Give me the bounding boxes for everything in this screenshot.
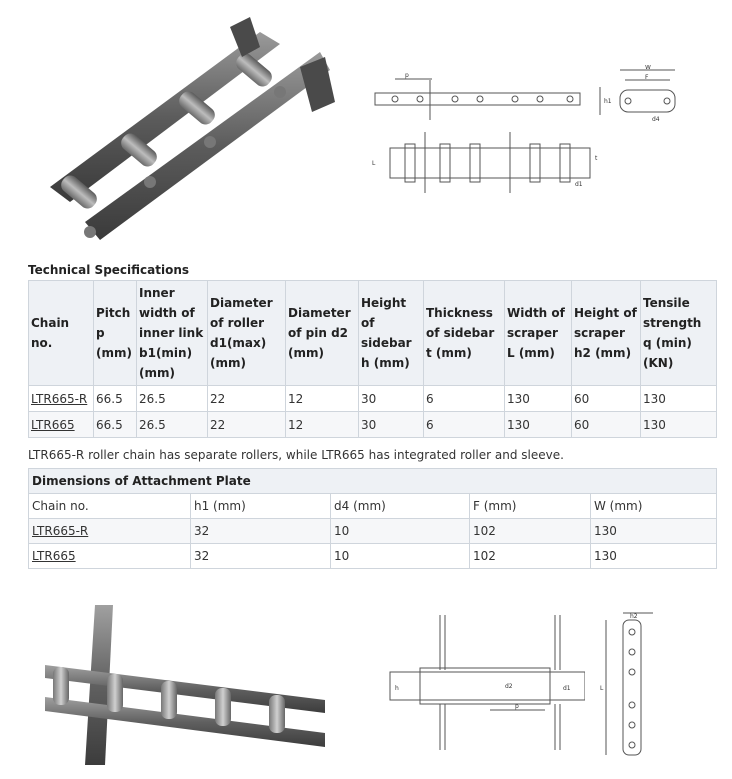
chain-link-ltr665[interactable]: LTR665 <box>31 417 75 432</box>
chain-link-ltr665-r[interactable]: LTR665-R <box>32 524 89 538</box>
spec-col-chain-no: Chain no. <box>29 281 94 386</box>
spec-col-sidebar-height: Height of sidebar h (mm) <box>359 281 424 386</box>
spec-col-tensile: Tensile strength q (min) (KN) <box>641 281 717 386</box>
spec-cell: 60 <box>572 386 641 412</box>
spec-cell: 22 <box>208 412 286 438</box>
label-t: t <box>595 155 598 162</box>
spec-col-roller-diameter: Diameter of roller d1(max) (mm) <box>208 281 286 386</box>
label-h2: h2 <box>630 613 638 620</box>
label-l: L <box>372 160 376 167</box>
label-d1: d1 <box>575 181 583 188</box>
spec-cell: 66.5 <box>94 412 137 438</box>
chain-photo-bottom <box>35 605 335 765</box>
label-l-bottom: L <box>600 685 604 692</box>
diagram-plan-view <box>370 130 610 195</box>
label-f: F <box>645 74 649 81</box>
diagram-side-view <box>370 65 585 120</box>
spec-cell: 26.5 <box>137 386 208 412</box>
attach-cell: 130 <box>591 544 717 569</box>
diagram-end-view <box>590 65 710 125</box>
spec-cell: 26.5 <box>137 412 208 438</box>
diagram-attachment-side <box>598 610 658 760</box>
label-p-bottom: p <box>515 703 519 710</box>
label-d1-bottom: d1 <box>563 685 571 692</box>
roller-note: LTR665-R roller chain has separate rollers, while LTR665 has integrated roller and sleeve. <box>28 448 564 462</box>
table-row <box>29 412 717 438</box>
table-row <box>29 544 717 569</box>
label-h: h <box>395 685 399 692</box>
attachment-table <box>28 468 717 569</box>
chain-link-ltr665-r[interactable]: LTR665-R <box>31 391 88 406</box>
attach-col-f: F (mm) <box>470 494 591 519</box>
chain-link-ltr665[interactable]: LTR665 <box>32 549 76 563</box>
spec-cell: 130 <box>641 412 717 438</box>
spec-col-sidebar-thickness: Thickness of sidebar t (mm) <box>424 281 505 386</box>
attach-cell: 130 <box>591 519 717 544</box>
chain-photo-top <box>30 12 350 257</box>
attach-cell: 102 <box>470 544 591 569</box>
attachment-title: Dimensions of Attachment Plate <box>29 469 717 494</box>
attach-cell-chain-no <box>29 519 191 544</box>
attach-cell: 32 <box>191 544 331 569</box>
spec-cell-chain-no <box>29 386 94 412</box>
spec-cell: 130 <box>641 386 717 412</box>
spec-col-pin-diameter: Diameter of pin d2 (mm) <box>286 281 359 386</box>
attach-col-h1: h1 (mm) <box>191 494 331 519</box>
attach-col-w: W (mm) <box>591 494 717 519</box>
attach-col-chain-no: Chain no. <box>29 494 191 519</box>
spec-col-scraper-width: Width of scraper L (mm) <box>505 281 572 386</box>
spec-cell-chain-no <box>29 412 94 438</box>
label-h1: h1 <box>604 98 612 105</box>
spec-col-pitch: Pitch p (mm) <box>94 281 137 386</box>
spec-col-scraper-height: Height of scraper h2 (mm) <box>572 281 641 386</box>
table-row <box>29 386 717 412</box>
spec-cell: 30 <box>359 412 424 438</box>
spec-cell: 12 <box>286 412 359 438</box>
attach-cell: 10 <box>331 544 470 569</box>
attachment-header-row <box>29 494 717 519</box>
spec-cell: 22 <box>208 386 286 412</box>
spec-cell: 130 <box>505 386 572 412</box>
label-d2: d2 <box>505 683 513 690</box>
label-w: W <box>645 65 651 71</box>
spec-cell: 12 <box>286 386 359 412</box>
attach-col-d4: d4 (mm) <box>331 494 470 519</box>
spec-cell: 6 <box>424 412 505 438</box>
spec-col-inner-width: Inner width of inner link b1(min) (mm) <box>137 281 208 386</box>
spec-table-header-row <box>29 281 717 386</box>
attachment-title-row <box>29 469 717 494</box>
attach-cell-chain-no <box>29 544 191 569</box>
label-d4: d4 <box>652 116 660 123</box>
diagram-attachment-plan <box>385 610 585 755</box>
attach-cell: 102 <box>470 519 591 544</box>
section-title-specs: Technical Specifications <box>28 263 190 277</box>
attach-cell: 32 <box>191 519 331 544</box>
table-row <box>29 519 717 544</box>
attach-cell: 10 <box>331 519 470 544</box>
spec-cell: 66.5 <box>94 386 137 412</box>
spec-cell: 130 <box>505 412 572 438</box>
spec-cell: 6 <box>424 386 505 412</box>
label-p: p <box>405 72 409 79</box>
spec-cell: 30 <box>359 386 424 412</box>
spec-table <box>28 280 717 438</box>
spec-cell: 60 <box>572 412 641 438</box>
